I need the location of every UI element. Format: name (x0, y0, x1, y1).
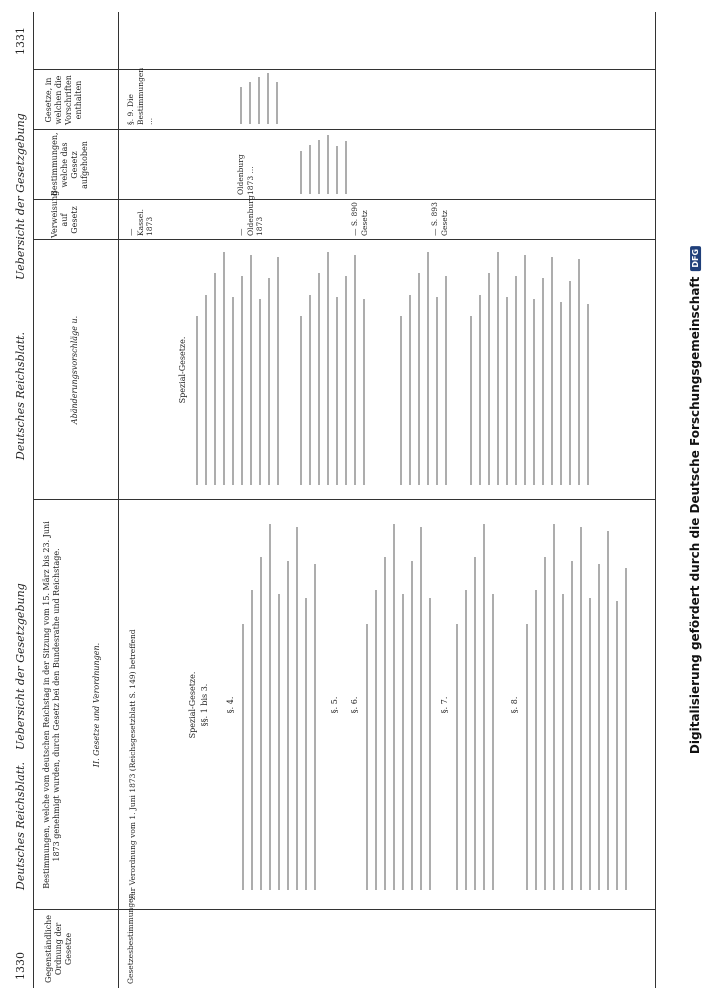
text-line (249, 82, 251, 124)
text-line (515, 276, 517, 485)
text-line (309, 295, 311, 485)
text-line (562, 594, 564, 890)
text-line (345, 141, 347, 194)
text-line (241, 276, 243, 485)
section-heading: II. Gesetze und Verordnungen. (92, 642, 101, 768)
text-line (232, 297, 234, 485)
text-line (402, 594, 404, 890)
text-line (327, 252, 329, 485)
text-line (535, 590, 537, 890)
text-line (587, 304, 589, 485)
left-heading-special: Spezial-Gesetze. (188, 671, 197, 739)
text-line (470, 316, 472, 485)
column-head-amendments: Abänderungsvorschläge u. (70, 315, 79, 425)
text-line (296, 527, 298, 890)
text-line (363, 299, 365, 485)
text-line (268, 278, 270, 485)
col-rule-2 (33, 499, 655, 500)
ref-1: — Kassel. 1873 (126, 209, 154, 236)
text-line (616, 601, 618, 890)
text-line (258, 77, 260, 124)
text-line (580, 527, 582, 890)
dfg-logo: DFG (690, 246, 701, 271)
text-line (287, 561, 289, 890)
text-line (242, 624, 244, 890)
column-head-repealed: Bestimmungen, welche das Gesetz aufgehoben (50, 132, 89, 196)
text-line (429, 598, 431, 890)
right-note-1: §. 9. Die Bestimmungen ... (126, 67, 154, 125)
right-heading-special: Spezial-Gesetze. (178, 336, 187, 404)
text-line (607, 531, 609, 890)
text-line (259, 299, 261, 485)
text-line (542, 278, 544, 485)
text-line (553, 524, 555, 890)
text-line (418, 274, 420, 486)
text-line (479, 295, 481, 485)
center-running-subtitle: Uebersicht der Gesetzgebung (14, 113, 27, 280)
text-line (240, 87, 242, 124)
text-line (277, 257, 279, 485)
text-line (598, 564, 600, 890)
left-para-8-label: §. 8. (510, 696, 519, 714)
left-para-4-label: §. 4. (226, 696, 235, 714)
text-line (551, 257, 553, 485)
text-line (260, 557, 262, 890)
text-line (300, 316, 302, 485)
ref-2: — Oldenburg 1873 (236, 195, 264, 236)
text-line (578, 259, 580, 485)
left-intro: zur Verordnung vom 1. Juni 1873 (Reichsgesetzblatt S. 149) betreffend (128, 629, 137, 900)
text-line (366, 624, 368, 890)
text-line (336, 146, 338, 194)
text-line (533, 299, 535, 485)
left-para-6-label: §. 6. (350, 696, 359, 714)
text-line (314, 564, 316, 890)
text-line (571, 561, 573, 890)
text-line (445, 276, 447, 485)
page-number-right: 1331 (14, 27, 27, 55)
text-line (305, 598, 307, 890)
text-line (427, 252, 429, 485)
col-rule-3 (33, 239, 655, 240)
text-line (354, 255, 356, 485)
text-line (436, 297, 438, 485)
text-line (393, 524, 395, 890)
page-number-left: 1330 (14, 952, 27, 980)
column-head-order: Gegenständliche Ordnung der Gesetze (44, 915, 73, 983)
text-line (336, 297, 338, 485)
right-note-2: Oldenburg 1873 ... (236, 154, 255, 195)
col-rule-6 (33, 69, 655, 70)
dfg-text: Digitalisierung gefördert durch die Deutsche Forschungsgemeinschaft (688, 276, 702, 755)
text-line (269, 524, 271, 890)
left-running-subtitle: Uebersicht der Gesetzgebung (14, 583, 27, 750)
text-line (250, 255, 252, 485)
column-header-rule (118, 12, 119, 988)
text-line (327, 135, 329, 194)
bottom-rule (655, 12, 656, 988)
text-line (488, 274, 490, 486)
text-line (267, 73, 269, 124)
text-line (205, 295, 207, 485)
left-para-7-label: §. 7. (440, 696, 449, 714)
text-line (544, 557, 546, 890)
left-para-5-label: §. 5. (330, 696, 339, 714)
center-running-title: Deutsches Reichsblatt. (14, 331, 27, 460)
header-rule (33, 12, 34, 988)
text-line (276, 82, 278, 124)
text-line (384, 557, 386, 890)
text-line (278, 594, 280, 890)
text-line (309, 145, 311, 194)
text-line (560, 302, 562, 485)
text-line (345, 276, 347, 485)
text-line (196, 316, 198, 485)
col-rule-5 (33, 129, 655, 130)
dfg-watermark (686, 8, 704, 992)
text-line (526, 624, 528, 890)
text-line (375, 590, 377, 890)
column-head-provisions: Bestimmungen, welche vom deutschen Reichstag in der Sitzung vom 15. März bis 23. Juni 1873 genehmigt wurden, durch Gesetz bei den Bundesrathe und Reichstage. (42, 521, 61, 889)
text-line (456, 624, 458, 890)
ref-3: — S. 890 Gesetz (350, 202, 369, 236)
text-line (524, 255, 526, 485)
text-line (409, 295, 411, 485)
text-line (223, 252, 225, 485)
column-head-laws: Gesetze, in welchen die Vorschriften enthalten (44, 75, 83, 125)
text-line (492, 594, 494, 890)
text-line (625, 568, 627, 890)
text-line (497, 252, 499, 485)
text-line (318, 140, 320, 194)
text-line (411, 561, 413, 890)
left-running-title: Deutsches Reichsblatt. (14, 761, 27, 890)
ref-4: — S. 893 Gesetz (430, 202, 449, 236)
text-line (483, 524, 485, 890)
text-line (589, 598, 591, 890)
text-line (300, 151, 302, 194)
column-head-reference: Verweisung auf Gesetz (50, 190, 79, 238)
text-line (318, 274, 320, 486)
text-line (569, 281, 571, 485)
text-line (251, 590, 253, 890)
text-line (465, 590, 467, 890)
left-heading-paragraphs: §§. 1 bis 3. (200, 683, 209, 727)
text-line (214, 274, 216, 486)
text-line (420, 527, 422, 890)
text-line (474, 557, 476, 890)
text-line (506, 297, 508, 485)
text-line (400, 316, 402, 485)
row-label: Gesetzesbestimmungen. (126, 891, 135, 984)
